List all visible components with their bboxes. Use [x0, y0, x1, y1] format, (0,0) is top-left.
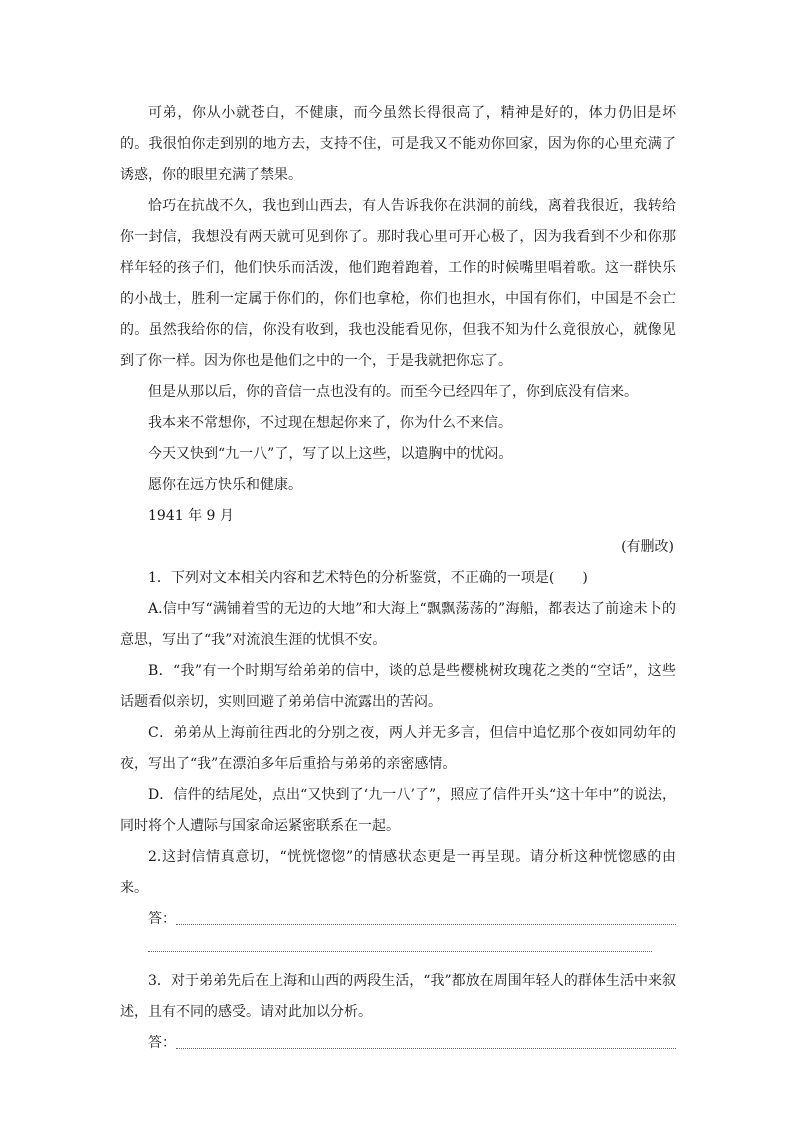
dotted-rule [148, 951, 652, 952]
dotted-rule [176, 1048, 676, 1049]
answer-label: 答： [148, 911, 176, 927]
question-1-stem: 1．下列对文本相关内容和艺术特色的分析鉴赏，不正确的一项是( ) [148, 570, 588, 586]
question-3-answer-line[interactable] [120, 1028, 676, 1059]
question-2-answer-line-2[interactable] [120, 935, 676, 966]
question-2-stem: 2.这封信情真意切，“恍恍惚惚”的情感状态更是一再呈现。请分析这种恍惚感的由来。 [120, 849, 676, 896]
letter-paragraph-1: 可弟，你从小就苍白，不健康，而今虽然长得很高了，精神是好的，体力仍旧是坏的。我很怕你走到别的地方去，支持不住，可是我又不能劝你回家，因为你的心里充满了诱惑，你的眼里充满了禁果。 [120, 105, 676, 183]
question-1-option-b[interactable]: B．“我”有一个时期写给弟弟的信中，谈的总是些樱桃树玫瑰花之类的“空话”，这些话题看似亲切，实则回避了弟弟信中流露出的苦闷。 [120, 663, 676, 710]
letter-paragraph-5: 今天又快到“九一八”了，写了以上这些，以遣胸中的忧闷。 [148, 446, 513, 462]
revision-note: (有删改) [621, 539, 674, 555]
answer-label: 答： [148, 1035, 176, 1051]
letter-paragraph-6: 愿你在远方快乐和健康。 [148, 477, 302, 493]
document-body [120, 98, 676, 1059]
letter-paragraph-4: 我本来不常想你，不过现在想起你来了，你为什么不来信。 [148, 415, 512, 431]
letter-paragraph-2: 恰巧在抗战不久，我也到山西去，有人告诉我你在洪洞的前线，离着我很近，我转给你一封信，我想没有两天就可见到你了。那时我心里可开心极了，因为我看到不少和你那样年轻的孩子们，他们快乐而活泼，他们跑着跑着，工作的时候嘴里唱着歌。这一群快乐的小战士，胜利一定属于你们的，你们也拿枪，你们也担水，中国有你们，中国是不会亡的。虽然我给你的信，你没有收到，我也没能看见你，但我不知为什么竟很放心，就像见到了你一样。因为你也是他们之中的一个，于是我就把你忘了。 [120, 198, 676, 369]
letter-paragraph-3: 但是从那以后，你的音信一点也没有的。而至今已经四年了，你到底没有信来。 [148, 384, 638, 400]
letter-date: 1941 年 9 月 [148, 508, 234, 524]
question-1-option-d[interactable]: D．信件的结尾处，点出“又快到了‘九一八’了”，照应了信件开头“这十年中”的说法，同时将个人遭际与国家命运紧密联系在一起。 [120, 787, 676, 834]
dotted-rule [176, 924, 676, 925]
question-1-option-a[interactable]: A.信中写“满铺着雪的无边的大地”和大海上“飘飘荡荡的”海船，都表达了前途未卜的意思，写出了“我”对流浪生涯的忧惧不安。 [120, 601, 676, 648]
question-3-stem: 3．对于弟弟先后在上海和山西的两段生活，“我”都放在周围年轻人的群体生活中来叙述，且有不同的感受。请对此加以分析。 [120, 973, 676, 1020]
question-2-answer-line[interactable] [120, 904, 676, 935]
question-1-option-c[interactable]: C．弟弟从上海前往西北的分别之夜，两人并无多言，但信中追忆那个夜如同幼年的夜，写出了“我”在漂泊多年后重拾与弟弟的亲密感情。 [120, 725, 676, 772]
